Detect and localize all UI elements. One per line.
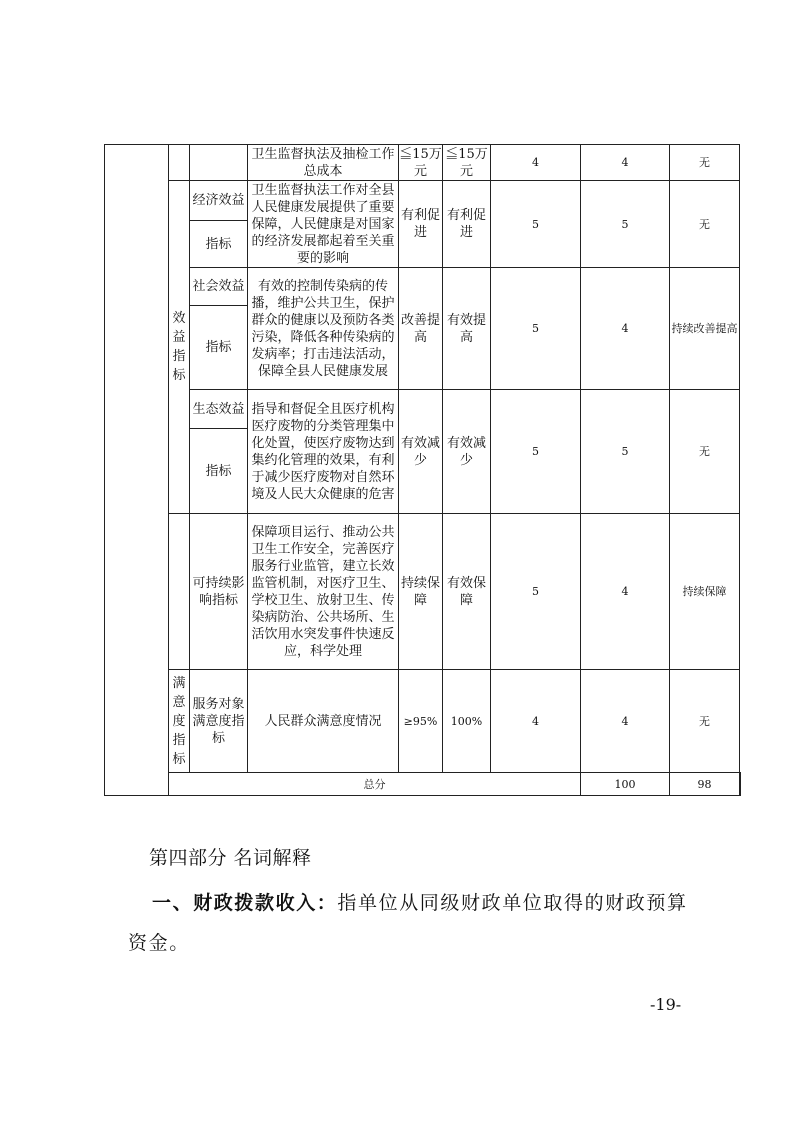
social-note: 持续改善提高 bbox=[670, 268, 740, 390]
economic-label-bottom: 指标 bbox=[190, 221, 248, 268]
table-row-ecological bbox=[105, 390, 741, 429]
satisfaction-group-label: 满意度指标 bbox=[169, 670, 190, 773]
ecological-label-bottom: 指标 bbox=[190, 429, 248, 514]
ecological-target: 有效减少 bbox=[399, 390, 443, 514]
total-score: 98 bbox=[670, 773, 740, 796]
table-row-total bbox=[105, 773, 741, 796]
satisfaction-desc: 人民群众满意度情况 bbox=[248, 670, 399, 773]
social-desc: 有效的控制传染病的传播，维护公共卫生，保护群众的健康以及预防各类污染，降低各种传染病的发病率；打击违法活动，保障全县人民健康发展 bbox=[248, 268, 399, 390]
satisfaction-score: 4 bbox=[581, 670, 670, 773]
definition-paragraph bbox=[128, 883, 688, 963]
cost-weight: 4 bbox=[491, 145, 581, 181]
section-heading: 第四部分 名词解释 bbox=[149, 847, 312, 869]
satisfaction-weight: 4 bbox=[491, 670, 581, 773]
sustainable-actual: 有效保障 bbox=[443, 514, 491, 670]
first-level-cell bbox=[105, 145, 169, 796]
economic-score: 5 bbox=[581, 181, 670, 268]
satisfaction-label: 服务对象满意度指标 bbox=[190, 670, 248, 773]
cost-note: 无 bbox=[670, 145, 740, 181]
ecological-weight: 5 bbox=[491, 390, 581, 514]
ecological-actual: 有效减少 bbox=[443, 390, 491, 514]
table-row-social bbox=[105, 268, 741, 306]
cost-label-cell bbox=[190, 145, 248, 181]
total-note bbox=[740, 773, 741, 796]
table-row-satisfaction bbox=[105, 670, 741, 773]
benefit-group-label: 效益指标 bbox=[169, 181, 190, 514]
sustainable-group-cell bbox=[169, 514, 190, 670]
sustainable-desc: 保障项目运行、推动公共卫生工作安全，完善医疗服务行业监管，建立长效监管机制，对医疗卫生、学校卫生、放射卫生、传染病防治、公共场所、生活饮用水突发事件快速反应，科学处理 bbox=[248, 514, 399, 670]
cost-group-cell bbox=[169, 145, 190, 181]
economic-weight: 5 bbox=[491, 181, 581, 268]
economic-label-top: 经济效益 bbox=[190, 181, 248, 221]
satisfaction-actual: 100% bbox=[443, 670, 491, 773]
social-score: 4 bbox=[581, 268, 670, 390]
social-target: 改善提高 bbox=[399, 268, 443, 390]
cost-desc: 卫生监督执法及抽检工作总成本 bbox=[248, 145, 399, 181]
social-actual: 有效提高 bbox=[443, 268, 491, 390]
table-row-cost bbox=[105, 145, 741, 181]
sustainable-weight: 5 bbox=[491, 514, 581, 670]
economic-actual: 有利促进 bbox=[443, 181, 491, 268]
sustainable-label: 可持续影响指标 bbox=[190, 514, 248, 670]
cost-target: ≦15万元 bbox=[399, 146, 442, 179]
social-weight: 5 bbox=[491, 268, 581, 390]
economic-target: 有利促进 bbox=[399, 181, 443, 268]
satisfaction-target: ≥95% bbox=[399, 670, 443, 773]
economic-desc: 卫生监督执法工作对全县人民健康发展提供了重要保障，人民健康是对国家的经济发展都起着至关重要的影响 bbox=[248, 181, 399, 268]
page-number: -19- bbox=[650, 995, 682, 1014]
economic-note: 无 bbox=[670, 181, 740, 268]
satisfaction-note: 无 bbox=[670, 670, 740, 773]
total-weight: 100 bbox=[581, 773, 670, 796]
cost-score: 4 bbox=[581, 145, 670, 181]
cost-actual: ≦15万元 bbox=[443, 145, 491, 181]
ecological-score: 5 bbox=[581, 390, 670, 514]
performance-table bbox=[104, 144, 741, 796]
sustainable-score: 4 bbox=[581, 514, 670, 670]
sustainable-target: 持续保障 bbox=[399, 514, 443, 670]
social-label-bottom: 指标 bbox=[190, 306, 248, 390]
table-row-sustainable bbox=[105, 514, 741, 670]
ecological-note: 无 bbox=[670, 390, 740, 514]
social-label-top: 社会效益 bbox=[190, 268, 248, 306]
sustainable-note: 持续保障 bbox=[670, 514, 740, 670]
table-row-economic bbox=[105, 181, 741, 221]
ecological-desc: 指导和督促全且医疗机构医疗废物的分类管理集中化处置，使医疗废物达到集约化管理的效果，有利于减少医疗废物对自然环境及人民大众健康的危害 bbox=[248, 390, 399, 514]
definition-term: 一、财政拨款收入： bbox=[152, 892, 338, 914]
ecological-label-top: 生态效益 bbox=[190, 390, 248, 429]
total-label: 总分 bbox=[169, 773, 581, 796]
definition-text: 指单位从同级财政单位取得的财政预算资金。 bbox=[128, 892, 688, 954]
